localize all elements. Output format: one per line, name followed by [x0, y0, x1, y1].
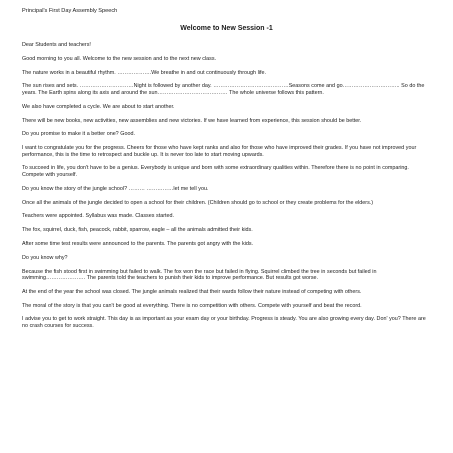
paragraph-congratulate: I want to congratulate you for the progress. Cheers for those who have kept ranks and also for those who have improved their grades. If you have not improved your performance, this is the time to retrospect and buckle up. It is never too late to start moving upwards. — [22, 145, 417, 158]
paragraph-why: Do you know why? — [22, 254, 68, 261]
paragraph-teachers: Teachers were appointed. Syllabus was made. Classes started. — [22, 213, 175, 220]
paragraph-new-books: There will be new books, new activities, new assemblies and new victories. If we have learned from experience, this session should be better. — [22, 117, 362, 124]
paragraph-school-closed: At the end of the year the school was closed. The jungle animals realized that their wards follow their nature instead of competing with others. — [22, 288, 362, 295]
paragraph-advice: I advise you to get to work straight. This day is as important as your exam day or your birthday. Progress is steady. You are also growing every day. Don' you? There are no crash courses for success. — [22, 316, 426, 330]
paragraph-results: After some time test results were announced to the parents. The parents got angry with the kids. — [22, 240, 254, 247]
page-header: Principal's First Day Assembly Speech — [22, 8, 118, 14]
paragraph-succeed: To succeed in life, you don't have to be a genius. Everybody is unique and born with some extraordinary qualities within. Therefore there is no point in comparing. Compete with yourself. — [22, 165, 409, 179]
speech-title: Welcome to New Session -1 — [180, 25, 273, 32]
paragraph-moral: The moral of the story is that you can't be good at everything. There is no competition with others. Compete with yourself and beat the record. — [22, 302, 362, 309]
paragraph-rhythm: The nature works in a beautiful rhythm. ……………….We breathe in and out continuously through life. — [22, 69, 266, 76]
paragraph-greeting: Dear Students and teachers! — [22, 42, 91, 48]
paragraph-animals: The fox, squirrel, duck, fish, peacock, rabbit, sparrow, eagle – all the animals admitted their kids. — [22, 227, 253, 234]
paragraph-welcome: Good morning to you all. Welcome to the new session and to the next new class. — [22, 55, 217, 62]
paragraph-jungle-school: Once all the animals of the jungle decided to open a school for their children. (Children should go to school or they create problems for the elders.) — [22, 199, 374, 206]
paragraph-promise: Do you promise to make it a better one? Good. — [22, 131, 135, 138]
paragraph-story-question: Do you know the story of the jungle school? ……… ……………let me tell you. — [22, 185, 209, 192]
paragraph-because: Because the fish stood first in swimming but failed to walk. The fox won the race but failed in flying. Squirrel climbed the tree in seconds but failed in swimming…………………. The parents told the teachers to punish their kids to improve performance. But results got worse. — [22, 268, 377, 282]
paragraph-cycle: We also have completed a cycle. We are about to start another. — [22, 103, 175, 110]
paragraph-sun: The sun rises and sets. …………………………Night is followed by another day. ……………………………………Seasons come and go………………………….. So do the years. The Earth spins along its axis and around the sun………………………………… The whole universe follows this pattern. — [22, 83, 425, 96]
